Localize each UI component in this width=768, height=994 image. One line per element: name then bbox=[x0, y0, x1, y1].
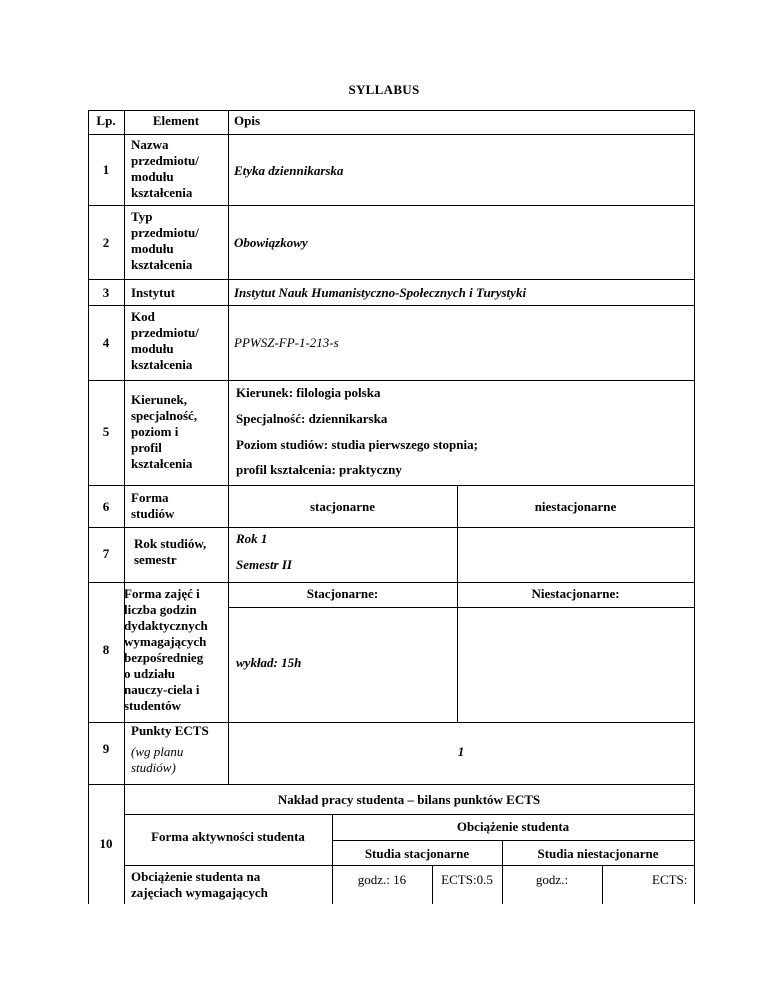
row-10-lp: 10 bbox=[99, 836, 113, 851]
row-7-semestr: Semestr II bbox=[236, 557, 292, 572]
table-line bbox=[228, 607, 695, 608]
row-6-niestacjonarne: niestacjonarne bbox=[534, 499, 617, 514]
row-3-element: Instytut bbox=[131, 285, 176, 300]
row-1-lp: 1 bbox=[102, 162, 110, 177]
table-line bbox=[88, 134, 695, 135]
row-4-element: Kod przedmiotu/ modułu kształcenia bbox=[131, 309, 199, 372]
table-line bbox=[332, 840, 695, 841]
row-5-poziom: Poziom studiów: studia pierwszego stopnia; bbox=[236, 437, 478, 452]
row-5-lp: 5 bbox=[102, 424, 110, 439]
row-6-lp: 6 bbox=[102, 499, 110, 514]
row-10-godz-stac: godz.: 16 bbox=[357, 872, 407, 887]
table-line bbox=[124, 110, 125, 904]
table-line bbox=[124, 865, 695, 866]
table-line bbox=[694, 110, 695, 904]
row-1-value: Etyka dziennikarska bbox=[234, 163, 344, 178]
row-10-row-label: Obciążenie studenta na zajęciach wymagających bbox=[131, 869, 268, 900]
header-element: Element bbox=[152, 113, 200, 128]
table-line bbox=[88, 582, 695, 583]
row-5-element: Kierunek, specjalność, poziom i profil kształcenia bbox=[131, 392, 198, 471]
table-line bbox=[602, 865, 603, 904]
row-3-lp: 3 bbox=[102, 285, 110, 300]
row-10-godz-niestac: godz.: bbox=[535, 872, 569, 887]
table-line bbox=[88, 784, 695, 785]
row-9-note: (wg planu studiów) bbox=[131, 744, 184, 775]
row-7-lp: 7 bbox=[102, 546, 110, 561]
table-line bbox=[88, 110, 695, 111]
row-10-forma: Forma aktywności studenta bbox=[151, 829, 305, 844]
row-8-lp: 8 bbox=[102, 642, 110, 657]
row-2-value: Obowiązkowy bbox=[234, 235, 308, 250]
row-9-element: Punkty ECTS bbox=[131, 723, 209, 738]
page-title: SYLLABUS bbox=[348, 82, 420, 97]
table-line bbox=[88, 279, 695, 280]
header-opis: Opis bbox=[234, 113, 261, 128]
row-8-stacjonarne: Stacjonarne: bbox=[306, 586, 379, 601]
table-line bbox=[88, 485, 695, 486]
row-4-lp: 4 bbox=[102, 335, 110, 350]
row-4-value: PPWSZ-FP-1-213-s bbox=[234, 335, 339, 350]
row-7-element: Rok studiów, semestr bbox=[134, 536, 207, 567]
row-10-obciazenie: Obciążenie studenta bbox=[456, 819, 570, 834]
row-2-lp: 2 bbox=[102, 235, 110, 250]
row-5-specjalnosc: Specjalność: dziennikarska bbox=[236, 411, 388, 426]
row-3-value: Instytut Nauk Humanistyczno-Społecznych i Turystyki bbox=[234, 285, 527, 300]
row-5-profil: profil kształcenia: praktyczny bbox=[236, 462, 402, 477]
table-line bbox=[124, 814, 695, 815]
row-6-stacjonarne: stacjonarne bbox=[310, 499, 375, 514]
row-10-ects-niestac: ECTS: bbox=[652, 872, 688, 887]
row-8-niestacjonarne: Niestacjonarne: bbox=[531, 586, 620, 601]
row-7-rok: Rok 1 bbox=[236, 531, 268, 546]
row-10-studia-niestacjonarne: Studia niestacjonarne bbox=[537, 846, 659, 861]
row-9-lp: 9 bbox=[102, 741, 110, 756]
row-9-value: 1 bbox=[457, 744, 465, 759]
table-line bbox=[88, 305, 695, 306]
table-line bbox=[88, 527, 695, 528]
row-10-ects-stac: ECTS:0.5 bbox=[441, 872, 493, 887]
header-lp: Lp. bbox=[96, 113, 116, 128]
row-10-heading: Nakład pracy studenta – bilans punktów ECTS bbox=[277, 792, 541, 807]
table-line bbox=[228, 110, 229, 784]
row-2-element: Typ przedmiotu/ modułu kształcenia bbox=[131, 209, 199, 272]
row-8-element: Forma zajęć i liczba godzin dydaktycznych wymagających bezpośrednieg o udziału nauczy-ciela i studentów bbox=[124, 586, 208, 713]
row-8-wyklad: wykład: 15h bbox=[236, 655, 302, 670]
table-line bbox=[457, 485, 458, 722]
row-6-element: Forma studiów bbox=[131, 490, 175, 521]
table-line bbox=[88, 380, 695, 381]
row-1-element: Nazwa przedmiotu/ modułu kształcenia bbox=[131, 137, 199, 200]
row-5-kierunek: Kierunek: filologia polska bbox=[236, 385, 381, 400]
table-line bbox=[88, 205, 695, 206]
row-10-studia-stacjonarne: Studia stacjonarne bbox=[364, 846, 470, 861]
